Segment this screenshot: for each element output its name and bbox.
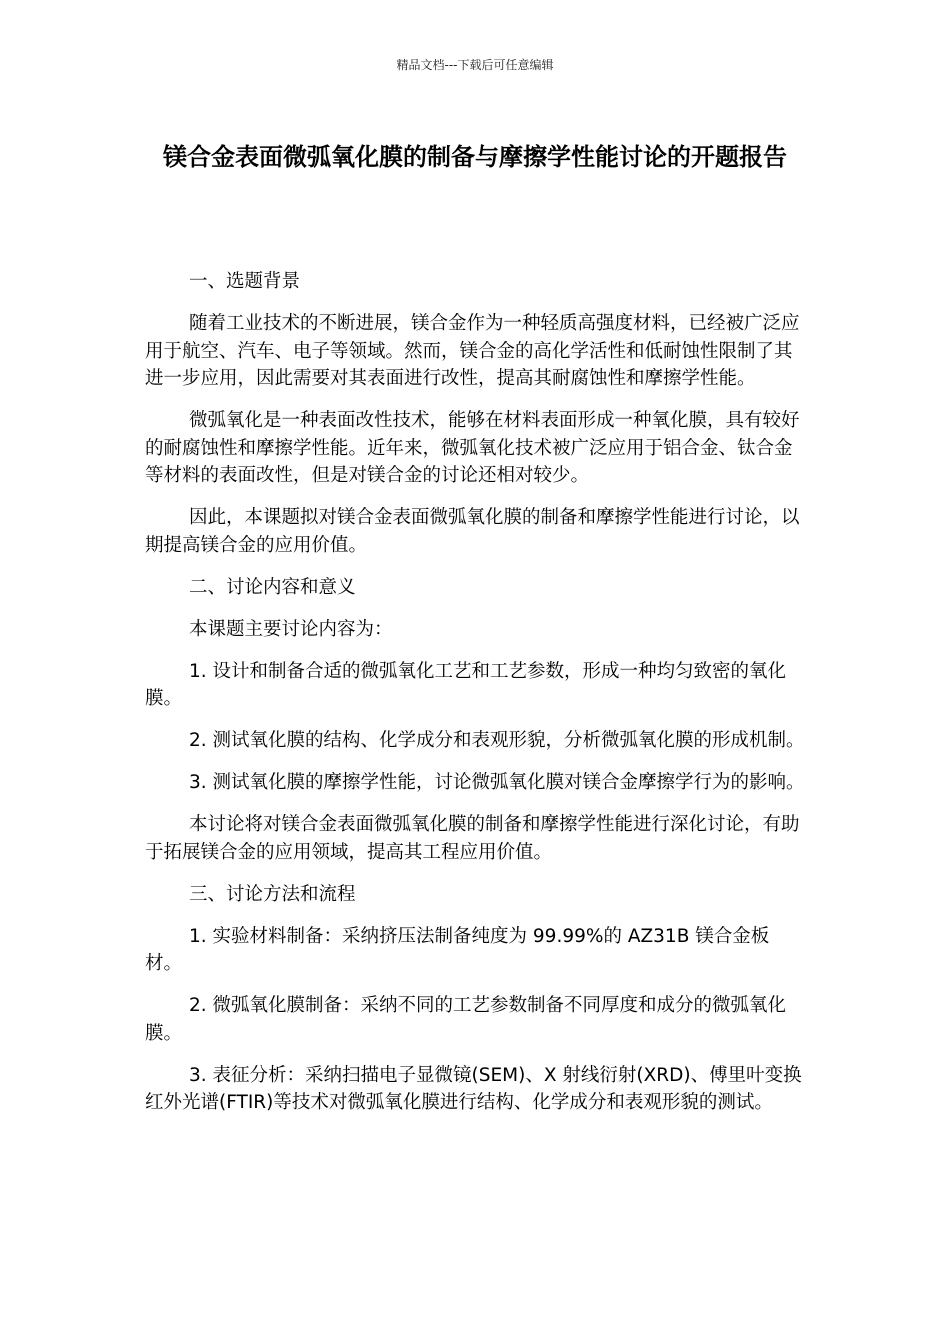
method-list-item: 2. 微弧氧化膜制备：采纳不同的工艺参数制备不同厚度和成分的微弧氧化膜。 (145, 995, 787, 1044)
section-heading-content: 二、讨论内容和意义 (189, 576, 356, 598)
background-paragraph: 微弧氧化是一种表面改性技术，能够在材料表面形成一种氧化膜，具有较好的耐腐蚀性和摩擦学性能。近年来，微弧氧化技术被广泛应用于铝合金、钛合金等材料的表面改性，但是对镁合金的讨论还相对较少。 (145, 410, 800, 486)
content-list-item: 2. 测试氧化膜的结构、化学成分和表观形貌，分析微弧氧化膜的形成机制。 (189, 730, 805, 751)
background-paragraph: 随着工业技术的不断进展，镁合金作为一种轻质高强度材料，已经被广泛应用于航空、汽车、电子等领域。然而，镁合金的高化学活性和低耐蚀性限制了其进一步应用，因此需要对其表面进行改性，提高其耐腐蚀性和摩擦学性能。 (145, 313, 800, 389)
section-heading-method: 三、讨论方法和流程 (189, 883, 356, 905)
background-paragraph: 因此，本课题拟对镁合金表面微弧氧化膜的制备和摩擦学性能进行讨论，以期提高镁合金的应用价值。 (145, 507, 800, 556)
method-list-item: 3. 表征分析：采纳扫描电子显微镜(SEM)、X 射线衍射(XRD)、傅里叶变换红外光谱(FTIR)等技术对微弧氧化膜进行结构、化学成分和表观形貌的测试。 (145, 1064, 802, 1113)
content-list-item: 1. 设计和制备合适的微弧氧化工艺和工艺参数，形成一种均匀致密的氧化膜。 (145, 660, 787, 709)
document-body (145, 268, 805, 1131)
content-intro: 本课题主要讨论内容为： (189, 618, 393, 640)
method-list-item: 1. 实验材料制备：采纳挤压法制备纯度为 99.99%的 AZ31B 镁合金板材。 (145, 925, 770, 974)
header-note: 精品文档---下载后可任意编辑 (396, 58, 554, 72)
content-list-item: 3. 测试氧化膜的摩擦学性能，讨论微弧氧化膜对镁合金摩擦学行为的影响。 (189, 772, 805, 793)
content-summary: 本讨论将对镁合金表面微弧氧化膜的制备和摩擦学性能进行深化讨论，有助于拓展镁合金的应用领域，提高其工程应用价值。 (145, 814, 800, 863)
section-heading-background: 一、选题背景 (189, 271, 301, 292)
document-title: 镁合金表面微弧氧化膜的制备与摩擦学性能讨论的开题报告 (163, 143, 787, 171)
